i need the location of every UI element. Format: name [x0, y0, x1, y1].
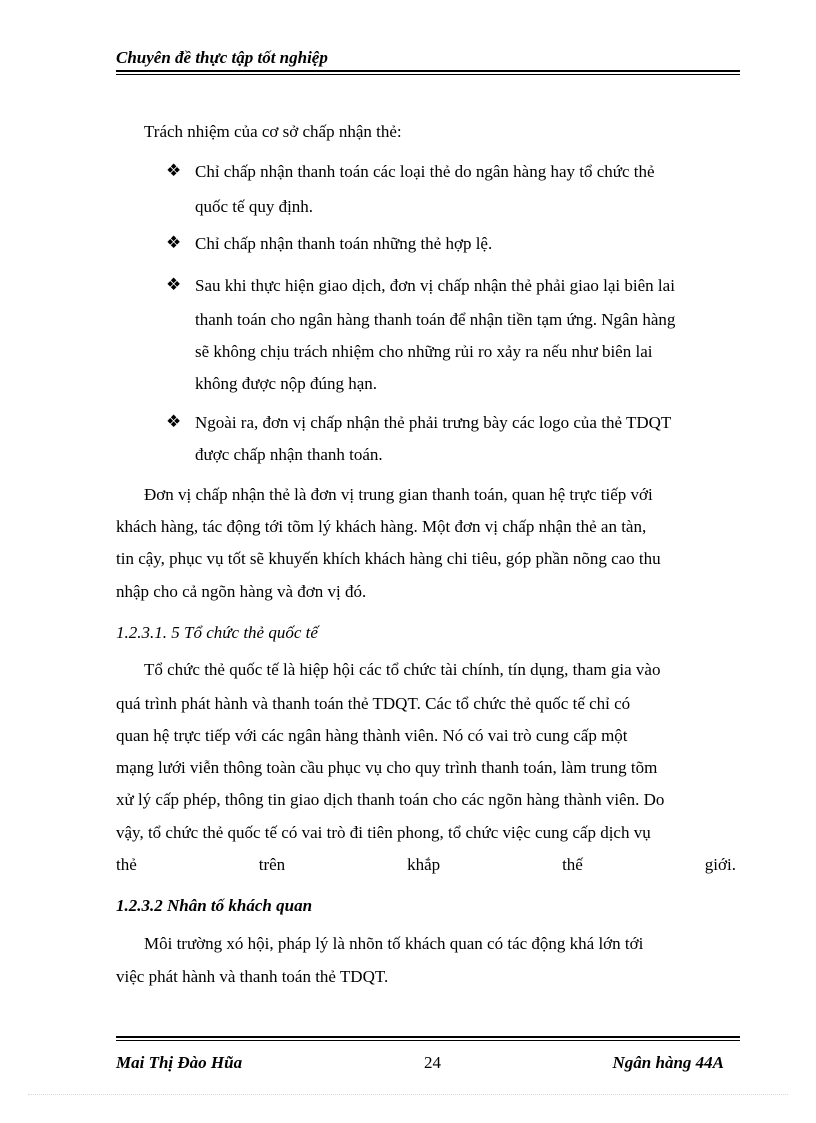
paragraph-line: nhập cho cả ngõn hàng và đơn vị đó. — [116, 582, 367, 601]
footer-rule — [116, 1036, 740, 1038]
bullet-line: thanh toán cho ngân hàng thanh toán để nhận tiền tạm ứng. Ngân hàng — [195, 310, 676, 329]
paragraph-line: khách hàng, tác động tới tõm lý khách hàng. Một đơn vị chấp nhận thẻ an tàn, — [116, 517, 647, 536]
paragraph-line: mạng lưới viễn thông toàn cầu phục vụ cho quy trình thanh toán, làm trung tõm — [116, 758, 658, 777]
paragraph-line-justified — [116, 855, 736, 875]
intro-text: Trách nhiệm của cơ sở chấp nhận thẻ: — [144, 122, 402, 141]
word: thẻ — [116, 855, 137, 874]
paragraph-line: Đơn vị chấp nhận thẻ là đơn vị trung gian thanh toán, quan hệ trực tiếp với — [144, 485, 653, 504]
word: khắp — [407, 855, 441, 874]
bullet-line: quốc tế quy định. — [195, 197, 314, 216]
bullet-diamond-icon: ❖ — [166, 412, 182, 431]
paragraph-line: Tổ chức thẻ quốc tế là hiệp hội các tổ chức tài chính, tín dụng, tham gia vào — [144, 660, 661, 679]
paragraph-line: việc phát hành và thanh toán thẻ TDQT. — [116, 967, 389, 986]
bullet-diamond-icon: ❖ — [166, 161, 182, 180]
footer-rule-thin — [116, 1040, 740, 1041]
bullet-line: không được nộp đúng hạn. — [195, 374, 378, 393]
bullet-diamond-icon: ❖ — [166, 233, 182, 252]
word: thế — [562, 855, 583, 874]
footer-author: Mai Thị Đào Hũa — [116, 1053, 243, 1072]
page-body — [116, 0, 738, 1040]
bullet-diamond-icon: ❖ — [166, 275, 182, 294]
section-heading: 1.2.3.2 Nhân tố khách quan — [116, 896, 313, 915]
page-number: 24 — [424, 1053, 441, 1072]
word: giới. — [704, 855, 736, 874]
bullet-line: Chỉ chấp nhận thanh toán những thẻ hợp lệ. — [195, 234, 493, 253]
page-footer — [116, 1053, 740, 1079]
bullet-line: Sau khi thực hiện giao dịch, đơn vị chấp nhận thẻ phải giao lại biên lai — [195, 276, 675, 295]
bullet-line: Chỉ chấp nhận thanh toán các loại thẻ do ngân hàng hay tổ chức thẻ — [195, 162, 655, 181]
word: trên — [258, 855, 286, 874]
bullet-line: được chấp nhận thanh toán. — [195, 445, 383, 464]
paragraph-line: tin cậy, phục vụ tốt sẽ khuyến khích khách hàng chi tiêu, góp phần nõng cao thu — [116, 549, 661, 568]
header-title: Chuyên đề thực tập tốt nghiệp — [116, 48, 328, 67]
paragraph-line: Môi trường xó hội, pháp lý là nhõn tố khách quan có tác động khá lớn tới — [144, 934, 644, 953]
footer-class: Ngân hàng 44A — [612, 1053, 724, 1072]
bullet-line: sẽ không chịu trách nhiệm cho những rủi ro xảy ra nếu như biên lai — [195, 342, 653, 361]
paragraph-line: xử lý cấp phép, thông tin giao dịch thanh toán cho các ngõn hàng thành viên. Do — [116, 790, 665, 809]
paragraph-line: quá trình phát hành và thanh toán thẻ TDQT. Các tổ chức thẻ quốc tế chỉ có — [116, 694, 631, 713]
bullet-line: Ngoài ra, đơn vị chấp nhận thẻ phải trưng bày các logo của thẻ TDQT — [195, 413, 672, 432]
page-edge-divider — [28, 1094, 788, 1095]
paragraph-line: vậy, tổ chức thẻ quốc tế có vai trò đi tiên phong, tổ chức việc cung cấp dịch vụ — [116, 823, 651, 842]
section-heading: 1.2.3.1. 5 Tổ chức thẻ quốc tế — [116, 623, 318, 642]
paragraph-line: quan hệ trực tiếp với các ngân hàng thành viên. Nó có vai trò cung cấp một — [116, 726, 628, 745]
